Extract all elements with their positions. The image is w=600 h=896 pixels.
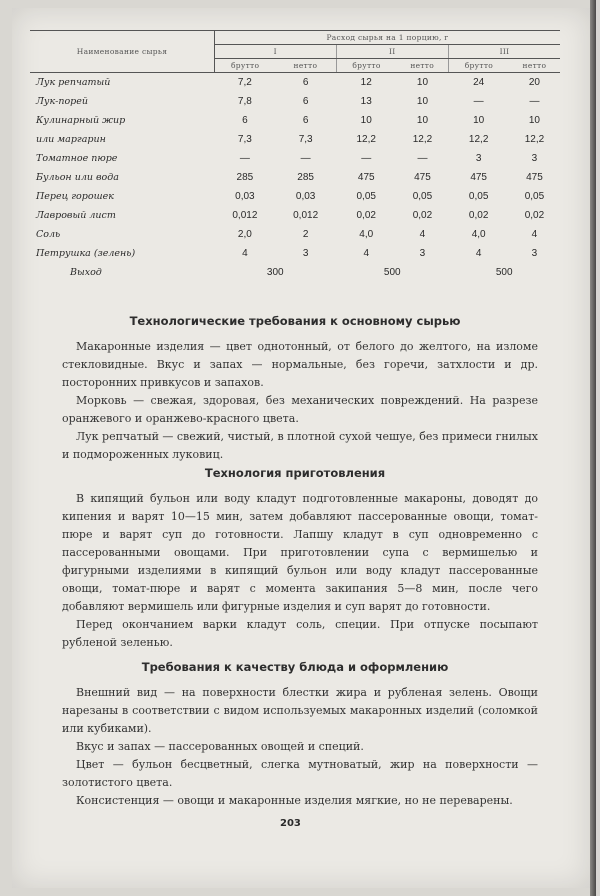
paragraph-appearance: Внешний вид — на поверхности блестки жира и рубленая зелень. Овощи нарезаны в соответствии с видом используемых макаронных изделий (соломкой или кубиками). [62, 686, 538, 735]
table-row [30, 206, 560, 225]
quantity-cell: 7,3 [237, 134, 252, 145]
ingredient-name: Соль [36, 229, 61, 240]
quantity-cell: 13 [360, 96, 372, 107]
ingredient-name: Кулинарный жир [36, 115, 126, 126]
paragraph-onion: Лук репчатый — свежий, чистый, в плотной сухой чешуе, без примеси гнилых и подмороженных луковиц. [62, 430, 538, 461]
quantity-cell: 3 [475, 153, 482, 164]
quantity-cell: 12 [360, 77, 372, 88]
quantity-cell: 7,2 [237, 77, 252, 88]
table-row [30, 92, 560, 111]
section-title-preparation: Технология приготовления [204, 466, 386, 480]
quantity-cell: 6 [302, 96, 309, 107]
quantity-cell: 10 [473, 115, 485, 126]
ingredient-name: Лавровый лист [36, 210, 116, 221]
quantity-cell: 12,2 [524, 134, 545, 145]
ingredient-name: или маргарин [36, 134, 106, 145]
net-header: нетто [275, 59, 336, 73]
quantity-cell: 3 [419, 248, 426, 259]
quantity-cell: 0,05 [468, 191, 489, 202]
table-row [30, 225, 560, 244]
ingredient-table [30, 30, 560, 282]
quantity-cell: 12,2 [412, 134, 433, 145]
yield-row [30, 263, 560, 282]
table-row [30, 111, 560, 130]
quantity-cell: 0,02 [524, 210, 545, 221]
net-header: нетто [396, 59, 448, 73]
quantity-cell: 475 [470, 172, 487, 183]
quantity-cell: 10 [416, 115, 429, 126]
paragraph-taste: Вкус и запах — пассерованных овощей и специй. [76, 740, 364, 753]
table-row [30, 168, 560, 187]
ingredient-name: Лук-порей [36, 96, 88, 107]
quantity-cell: 4 [475, 248, 482, 259]
ingredient-name: Лук репчатый [36, 77, 111, 88]
quantity-cell: — [417, 153, 428, 164]
quantity-cell: 0,03 [295, 191, 316, 202]
paragraph-preparation: В кипящий бульон или воду кладут подготовленные макароны, доводят до кипения и варят 10—15 мин, затем добавляют пассерованные овощи, томат-пюре и варят суп до готовности. Лапшу кладут в суп одновременно с пассерованными овощами. При приготовлении супа с вермишелью и фигурными изделиями в кипящий бульон или воду кладут пассерованные овощи, томат-пюре и варят с момента закипания 5—8 мин, после чего добавляют вермишель или фигурные изделия и суп варят до готовности. [62, 492, 538, 613]
quantity-cell: — [529, 96, 540, 107]
quantity-cell: 285 [236, 172, 254, 183]
group-header: III [448, 45, 560, 59]
quantity-cell: 0,02 [412, 210, 433, 221]
quantity-cell: 10 [528, 115, 540, 126]
yield-value: 500 [383, 267, 401, 278]
consumption-header: Расход сырья на 1 порцию, г [215, 31, 561, 45]
paragraph-consistency: Консистенция — овощи и макаронные изделия мягкие, но не переварены. [76, 794, 513, 807]
quantity-cell: 2 [302, 229, 309, 240]
yield-label: Выход [70, 267, 102, 278]
paragraph-seasoning: Перед окончанием варки кладут соль, специи. При отпуске посыпают рубленой зеленью. [62, 618, 538, 649]
quantity-cell: 10 [416, 77, 429, 88]
quantity-cell: 6 [302, 115, 309, 126]
group-header: I [215, 45, 337, 59]
ingredient-name: Петрушка (зелень) [36, 248, 136, 259]
gross-header: брутто [215, 59, 276, 73]
quantity-cell: 3 [531, 248, 538, 259]
quantity-cell: 475 [357, 172, 375, 183]
quantity-cell: 0,02 [468, 210, 489, 221]
quantity-cell: 475 [526, 172, 543, 183]
quantity-cell: 285 [297, 172, 314, 183]
group-header: II [336, 45, 448, 59]
ingredient-name-header: Наименование сырья [30, 31, 215, 73]
quantity-cell: 20 [528, 77, 540, 88]
quantity-cell: 3 [531, 153, 538, 164]
net-header: нетто [509, 59, 560, 73]
quantity-cell: 4,0 [359, 229, 374, 240]
quantity-cell: 24 [473, 77, 485, 88]
quantity-cell: 0,05 [524, 191, 545, 202]
yield-value: 300 [266, 267, 284, 278]
yield-value: 500 [495, 267, 513, 278]
quantity-cell: 4,0 [471, 229, 486, 240]
quantity-cell: 0,02 [356, 210, 376, 221]
quantity-cell: 10 [416, 96, 429, 107]
quantity-cell: 0,05 [412, 191, 433, 202]
section-title-raw-materials: Технологические требования к основному сырью [129, 314, 461, 328]
table-row [30, 73, 560, 93]
quantity-cell: 7,8 [237, 96, 252, 107]
quantity-cell: 4 [363, 248, 370, 259]
quantity-cell: 10 [360, 115, 372, 126]
section-title-quality: Требования к качеству блюда и оформлению [141, 660, 449, 674]
book-spine-edge [590, 0, 596, 896]
table-row [30, 244, 560, 263]
quantity-cell: 12,2 [356, 134, 376, 145]
quantity-cell: — [473, 96, 484, 107]
gross-header: брутто [336, 59, 396, 73]
quantity-cell: 0,03 [235, 191, 255, 202]
quantity-cell: 6 [242, 115, 248, 126]
ingredient-name: Бульон или вода [36, 172, 119, 183]
quantity-cell: — [300, 153, 311, 164]
table-row [30, 130, 560, 149]
page-number: 203 [280, 818, 301, 829]
quantity-cell: 4 [419, 229, 426, 240]
table-row [30, 187, 560, 206]
quantity-cell: 6 [302, 77, 309, 88]
quantity-cell: — [361, 153, 372, 164]
quantity-cell: 0,012 [232, 210, 258, 221]
paragraph-pasta: Макаронные изделия — цвет однотонный, от белого до желтого, на изломе стекловидные. Вкус и запах — нормальные, без горечи, затхлости и др. посторонних привкусов и запахов. [62, 340, 538, 389]
paragraph-color: Цвет — бульон бесцветный, слегка мутноватый, жир на поверхности — золотистого цвета. [62, 758, 538, 789]
ingredient-name: Перец горошек [36, 191, 114, 202]
quantity-cell: — [239, 153, 250, 164]
quantity-cell: 12,2 [468, 134, 489, 145]
table-row [30, 149, 560, 168]
quantity-cell: 475 [414, 172, 431, 183]
quantity-cell: 2,0 [237, 229, 252, 240]
quantity-cell: 7,3 [298, 134, 313, 145]
ingredient-name: Томатное пюре [36, 153, 118, 164]
paragraph-carrot: Морковь — свежая, здоровая, без механических повреждений. На разрезе оранжевого и оранжево-красного цвета. [62, 394, 538, 425]
quantity-cell: 0,012 [293, 210, 319, 221]
quantity-cell: 3 [302, 248, 309, 259]
gross-header: брутто [448, 59, 508, 73]
quantity-cell: 4 [531, 229, 538, 240]
quantity-cell: 4 [242, 248, 248, 259]
quantity-cell: 0,05 [356, 191, 376, 202]
